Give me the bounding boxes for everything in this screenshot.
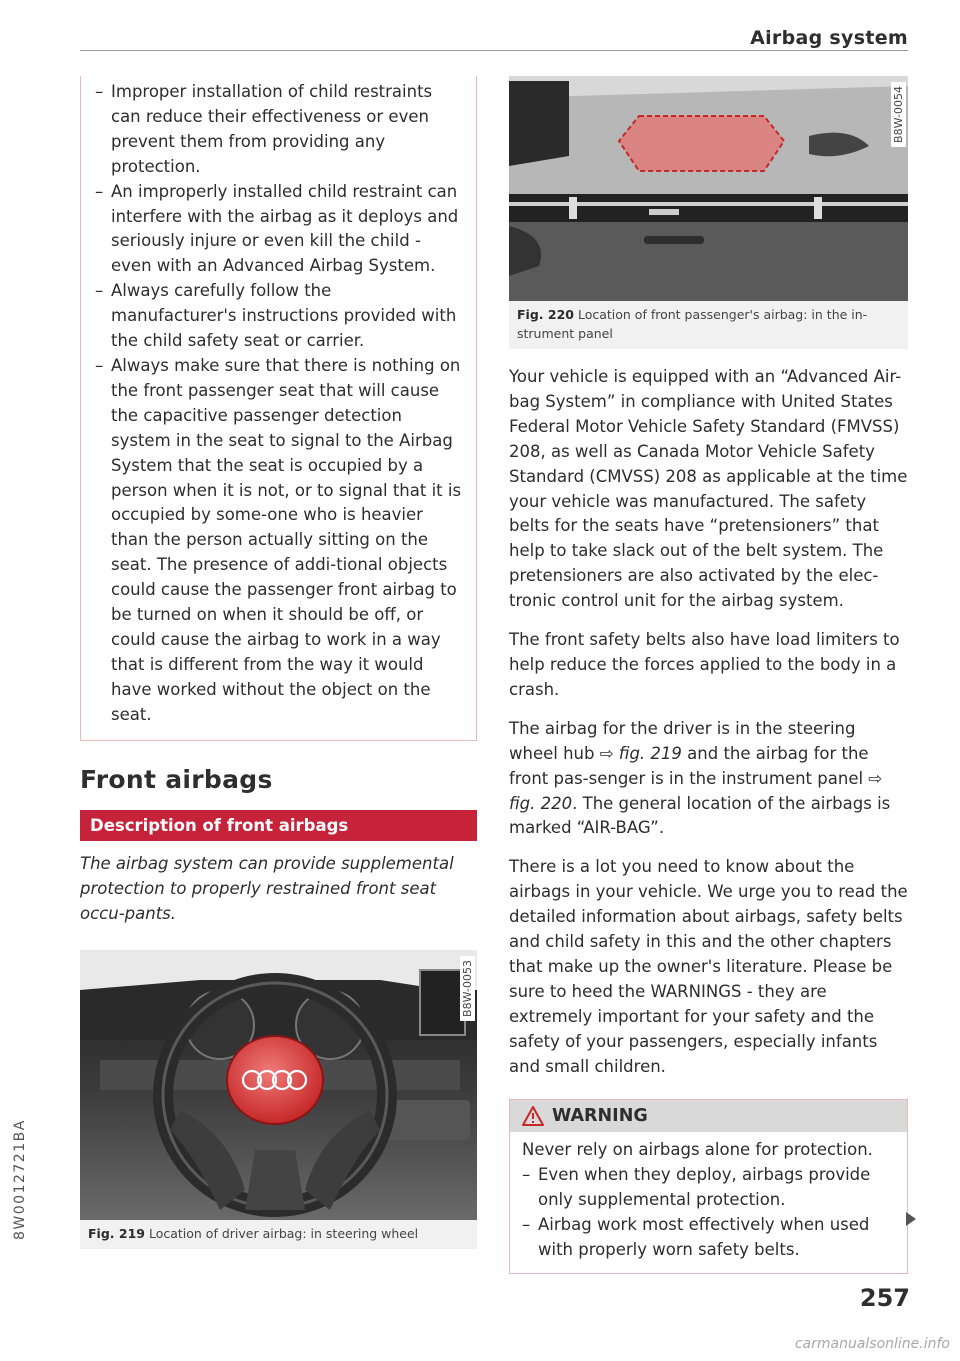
paragraph-text: . The general location of the airbags is marked “AIR-BAG”. bbox=[509, 793, 891, 838]
figure-219 bbox=[80, 950, 477, 1249]
paragraph-text: The airbag for the driver is in the steering wheel hub ⇨ bbox=[509, 718, 856, 763]
page-number: 257 bbox=[859, 1284, 910, 1312]
steering-wheel-image bbox=[80, 950, 477, 1220]
running-header: Airbag system bbox=[750, 27, 908, 49]
warning-continued-list bbox=[95, 80, 462, 728]
watermark: carmanualsonline.info bbox=[794, 1336, 950, 1352]
list-item: – An improperly installed child restraint can interfere with the airbag as it deploys and seriously injure or even kill the child - even with an Advanced Airbag System. bbox=[95, 180, 462, 280]
paragraph: There is a lot you need to know about the airbags in your vehicle. We urge you to read the detailed information about airbags, safety belts and child safety in this and the other chapters that make up the owner's literature. Please be sure to heed the WARNINGS - they are extremely important for your safety and the safety of your passengers, especially infants and small children. bbox=[509, 857, 908, 1076]
section-subtitle-bar: Description of front airbags bbox=[80, 810, 477, 841]
header-rule bbox=[80, 50, 908, 51]
warning-body bbox=[510, 1132, 907, 1273]
warning-triangle-icon bbox=[522, 1106, 544, 1126]
paragraph-text: and the airbag for the front pas-senger is in the instrument panel ⇨ bbox=[509, 743, 883, 788]
figure-caption-text: Location of driver airbag: in steering wheel bbox=[148, 1225, 419, 1241]
driver-airbag-illustration bbox=[80, 950, 477, 1220]
warning-box bbox=[509, 1099, 908, 1274]
left-column bbox=[80, 76, 477, 1249]
figure-220 bbox=[509, 76, 908, 349]
figure-reference-link[interactable]: fig. 220 bbox=[509, 793, 573, 813]
continue-arrow-icon bbox=[906, 1212, 916, 1226]
warning-title: WARNING bbox=[552, 1106, 648, 1127]
list-item: – Always carefully follow the manufacturer's instructions provided with the child safety seat or carrier. bbox=[95, 279, 462, 354]
figure-caption bbox=[80, 1220, 477, 1249]
section-intro: The airbag system can provide supplemental protection to properly restrained front seat occu-pants. bbox=[80, 853, 454, 923]
list-item: – Airbag work most effectively when used with properly worn safety belts. bbox=[522, 1213, 895, 1263]
warning-header bbox=[510, 1100, 907, 1132]
paragraph: The front safety belts also have load limiters to help reduce the forces applied to the body in a crash. bbox=[509, 630, 900, 699]
passenger-airbag-illustration bbox=[509, 76, 908, 301]
document-code: 8W0012721BA bbox=[12, 1119, 28, 1240]
figure-code: B8W-0054 bbox=[891, 82, 906, 147]
warning-list bbox=[522, 1163, 895, 1263]
figure-reference-link[interactable]: fig. 219 bbox=[618, 743, 682, 763]
figure-label: Fig. 220 bbox=[517, 307, 574, 322]
figure-caption-text: Location of front passenger's airbag: in the in-strument panel bbox=[517, 307, 868, 341]
list-item: – Always make sure that there is nothing on the front passenger seat that will cause the capacitive passenger detection system in the seat to signal to the Airbag System that the seat is occupied by a person when it is not, or to signal that it is occupied by some-one who is heavier than the person actually sitting on the seat. The presence of addi-tional objects could cause the passenger front airbag to be turned on when it should be off, or could cause the airbag to work in a way that is different from the way it would have worked without the object on the seat. bbox=[95, 354, 462, 728]
paragraph bbox=[509, 717, 908, 842]
figure-caption bbox=[509, 301, 908, 349]
figure-label: Fig. 219 bbox=[88, 1225, 145, 1241]
list-item: – Improper installation of child restraints can reduce their effectiveness or even prevent them from providing any protection. bbox=[95, 80, 462, 180]
instrument-panel-image bbox=[509, 76, 908, 301]
warning-lead: Never rely on airbags alone for protection. bbox=[522, 1140, 873, 1160]
paragraph: Your vehicle is equipped with an “Advanced Air-bag System” in compliance with United States Federal Motor Vehicle Safety Standard (FMVSS) 208, as well as Canada Motor Vehicle Safety Standard (CMVSS) 208 as applicable at the time your vehicle was manufactured. The safety belts for the seats have “pretensioners” that help to take slack out of the belt system. The pretensioners are also activated by the elec-tronic control unit for the airbag system. bbox=[509, 367, 908, 611]
warning-continued-box bbox=[80, 76, 477, 741]
figure-code: B8W-0053 bbox=[460, 956, 475, 1021]
right-column bbox=[509, 76, 908, 1274]
list-item: – Even when they deploy, airbags provide only supplemental protection. bbox=[522, 1163, 895, 1213]
section-title: Front airbags bbox=[80, 764, 273, 794]
